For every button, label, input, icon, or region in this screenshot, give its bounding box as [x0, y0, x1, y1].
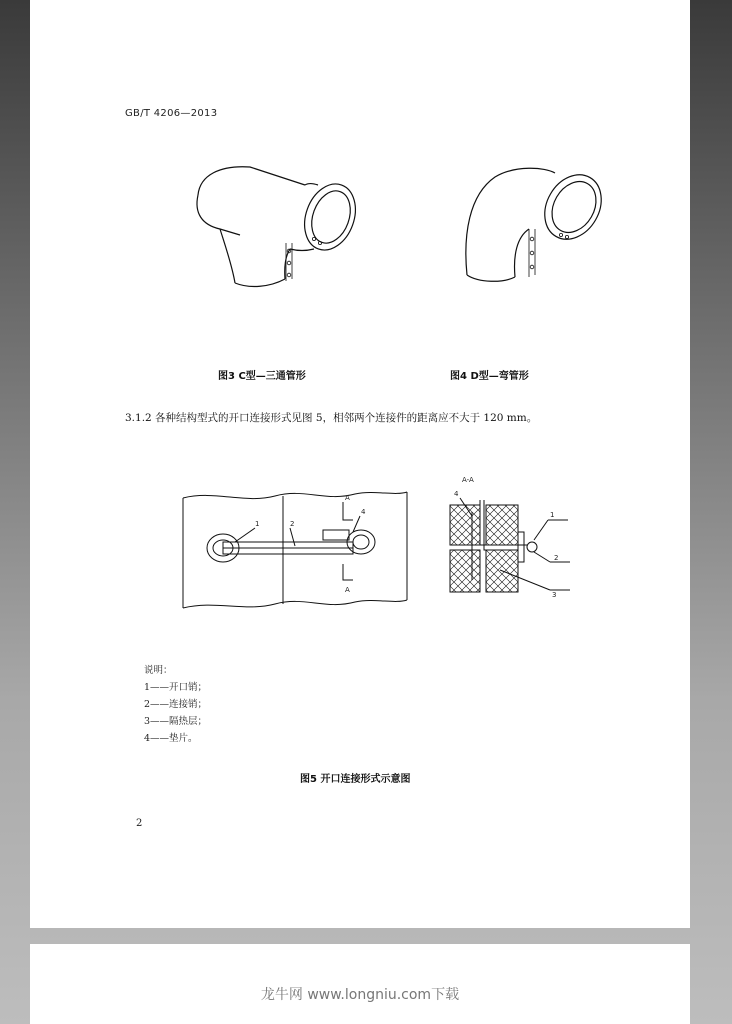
- callout-2-section: 2: [554, 554, 559, 562]
- cut-mark-bottom: A: [345, 586, 350, 594]
- callout-4-section: 4: [454, 490, 459, 498]
- legend-title: 说明：: [144, 665, 173, 676]
- figure-4-caption: 图4 D型—弯管形: [450, 371, 529, 382]
- legend-item-2: 2——连接销；: [144, 699, 208, 710]
- next-page-strip: [30, 944, 690, 1024]
- cut-mark-top: A: [345, 494, 350, 502]
- figure-5-section-view: [430, 470, 580, 605]
- page-number: 2: [136, 818, 143, 829]
- figure-5-legend: [144, 662, 207, 747]
- standard-code: GB/T 4206—2013: [125, 108, 218, 119]
- legend-item-3: 3——隔热层；: [144, 716, 208, 727]
- callout-3-section: 3: [552, 591, 557, 599]
- clause-3-1-2: 3.1.2 各种结构型式的开口连接形式见图 5，相邻两个连接件的距离应不大于 120 mm。: [125, 412, 538, 424]
- section-label: A-A: [462, 476, 474, 484]
- figure-4-elbow-pipe: [455, 155, 615, 295]
- figure-3-tee-pipe: [180, 155, 380, 295]
- legend-item-4: 4——垫片。: [144, 733, 198, 744]
- figure-5-caption: 图5 开口连接形式示意图: [300, 774, 411, 785]
- site-watermark: 龙牛网 www.longniu.com下载: [260, 987, 460, 1003]
- legend-item-1: 1——开口销；: [144, 682, 208, 693]
- callout-1-section: 1: [550, 511, 555, 519]
- callout-2-plan: 2: [290, 520, 295, 528]
- figure-3-caption: 图3 C型—三通管形: [218, 371, 306, 382]
- figure-5-plan-view: [175, 480, 415, 615]
- document-page: [30, 0, 690, 928]
- callout-1-plan: 1: [255, 520, 260, 528]
- callout-4-plan: 4: [361, 508, 366, 516]
